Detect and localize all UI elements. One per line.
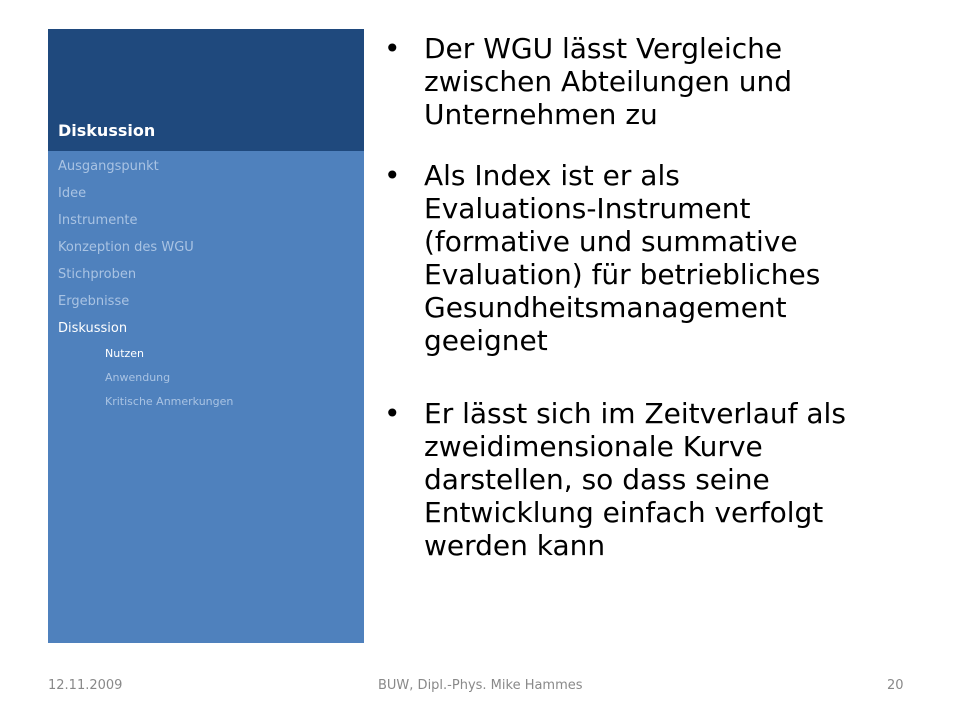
bullet-point-icon: • <box>384 159 401 192</box>
nav-item-diskussion[interactable]: Diskussion <box>58 321 128 336</box>
nav-item-instrumente[interactable]: Instrumente <box>58 213 138 228</box>
footer-page-number: 20 <box>887 678 904 693</box>
nav-item-stichproben[interactable]: Stichproben <box>58 267 137 282</box>
section-title: Diskussion <box>58 121 156 140</box>
nav-item-ergebnisse[interactable]: Ergebnisse <box>58 294 130 309</box>
sidebar <box>48 29 364 643</box>
nav-item-konzeption[interactable]: Konzeption des WGU <box>58 240 194 255</box>
bullet-point-icon: • <box>384 32 401 65</box>
bullet-text: Er lässt sich im Zeitverlauf als zweidimensionale Kurve darstellen, so dass seine Entwicklung einfach verfolgt werden kann <box>424 397 846 562</box>
footer-date: 12.11.2009 <box>48 678 123 693</box>
nav-item-ausgangspunkt[interactable]: Ausgangspunkt <box>58 159 159 174</box>
bullet-text: Der WGU lässt Vergleiche zwischen Abteilungen und Unternehmen zu <box>424 32 793 131</box>
footer-author: BUW, Dipl.-Phys. Mike Hammes <box>378 678 583 693</box>
bullet-text: Als Index ist er als Evaluations-Instrument (formative und summative Evaluation) für betriebliches Gesundheitsmanagement geeignet <box>424 159 821 357</box>
nav-subitem-kritische-anmerkungen[interactable]: Kritische Anmerkungen <box>105 395 234 408</box>
nav-item-idee[interactable]: Idee <box>58 186 87 201</box>
sidebar-header <box>48 29 364 151</box>
nav-subitem-nutzen[interactable]: Nutzen <box>105 347 145 360</box>
bullet-point-icon: • <box>384 397 401 430</box>
nav-subitem-anwendung[interactable]: Anwendung <box>105 371 171 384</box>
